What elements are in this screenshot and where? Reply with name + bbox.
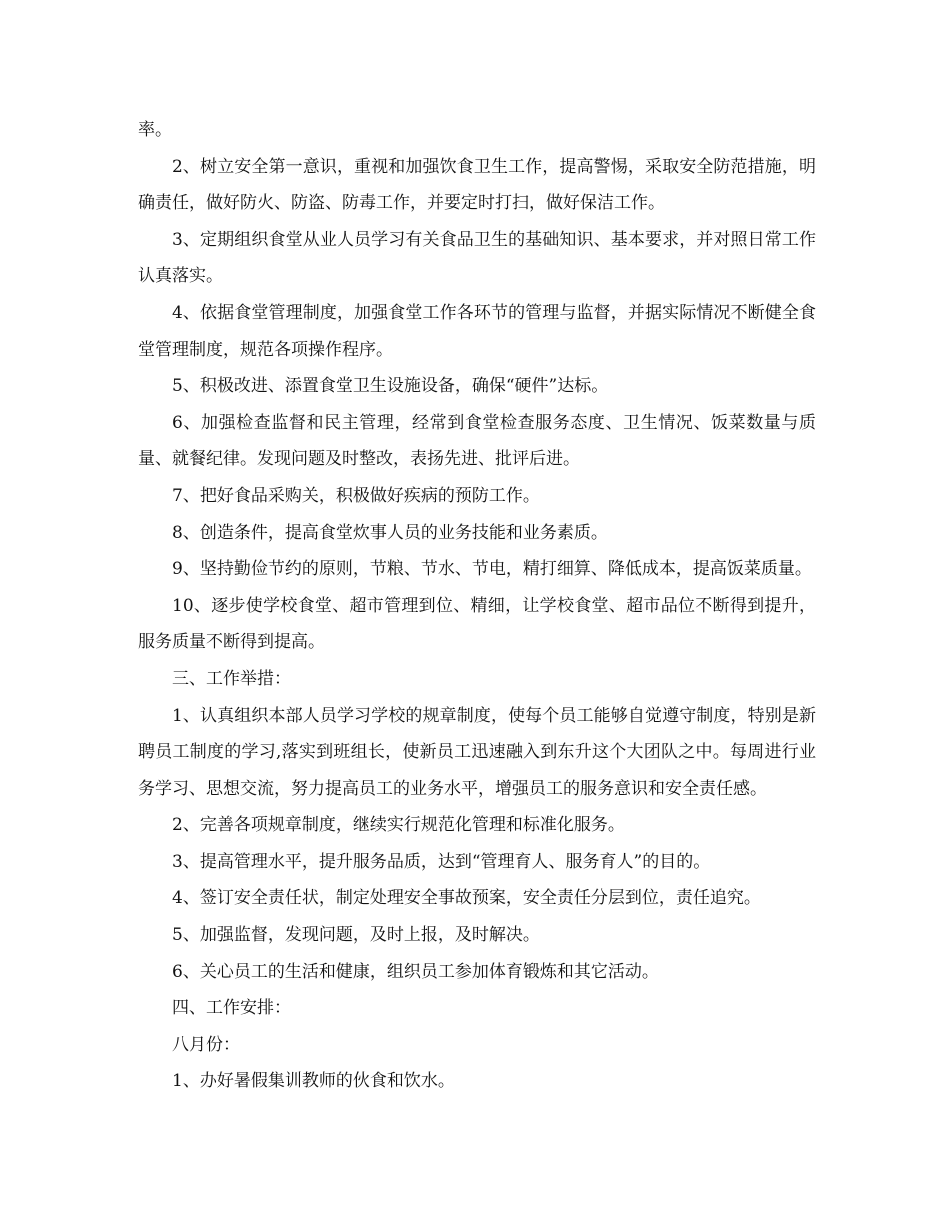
paragraph-item-2: 2、树立安全第一意识，重视和加强饮食卫生工作，提高警惕，采取安全防范措施，明确责任，做好防火、防盗、防毒工作，并要定时打扫，做好保洁工作。 <box>138 156 816 214</box>
schedule-item-1: 1、办好暑假集训教师的伙食和饮水。 <box>172 1071 455 1092</box>
measure-item-6: 6、关心员工的生活和健康，组织员工参加体育锻炼和其它活动。 <box>172 961 659 982</box>
schedule-month-heading: 八月份： <box>172 1034 240 1055</box>
paragraph-item-6: 6、加强检查监督和民主管理，经常到食堂检查服务态度、卫生情况、饭菜数量与质量、就餐纪律。发现问题及时整改，表扬先进、批评后进。 <box>138 412 816 470</box>
paragraph-item-3: 3、定期组织食堂从业人员学习有关食品卫生的基础知识、基本要求，并对照日常工作认真落实。 <box>138 229 816 287</box>
paragraph-item-9: 9、坚持勤俭节约的原则，节粮、节水、节电，精打细算、降低成本，提高饭菜质量。 <box>172 559 812 580</box>
paragraph-continuation: 率。 <box>138 120 172 140</box>
paragraph-item-4: 4、依据食堂管理制度，加强食堂工作各环节的管理与监督，并据实际情况不断健全食堂管理制度，规范各项操作程序。 <box>138 302 816 360</box>
paragraph-item-10: 10、逐步使学校食堂、超市管理到位、精细，让学校食堂、超市品位不断得到提升，服务质量不断得到提高。 <box>138 595 816 653</box>
measure-item-2: 2、完善各项规章制度，继续实行规范化管理和标准化服务。 <box>172 815 625 836</box>
document-body <box>138 112 816 1100</box>
measure-item-5: 5、加强监督，发现问题，及时上报，及时解决。 <box>172 925 540 946</box>
measure-item-3: 3、提高管理水平，提升服务品质，达到“管理育人、服务育人”的目的。 <box>172 851 711 872</box>
measure-item-1: 1、认真组织本部人员学习学校的规章制度，使每个员工能够自觉遵守制度，特别是新聘员工制度的学习,落实到班组长，使新员工迅速融入到东升这个大团队之中。每周进行业务学习、思想交流，努力提高员工的业务水平，增强员工的服务意识和安全责任感。 <box>138 705 816 799</box>
section-heading-schedule: 四、工作安排： <box>172 998 291 1019</box>
measure-item-4: 4、签订安全责任状，制定处理安全事故预案，安全责任分层到位，责任追究。 <box>172 888 761 909</box>
section-heading-measures: 三、工作举措： <box>172 668 291 689</box>
paragraph-item-5: 5、积极改进、添置食堂卫生设施设备，确保“硬件”达标。 <box>172 376 609 397</box>
paragraph-item-8: 8、创造条件，提高食堂炊事人员的业务技能和业务素质。 <box>172 522 608 543</box>
paragraph-item-7: 7、把好食品采购关，积极做好疾病的预防工作。 <box>172 485 540 506</box>
